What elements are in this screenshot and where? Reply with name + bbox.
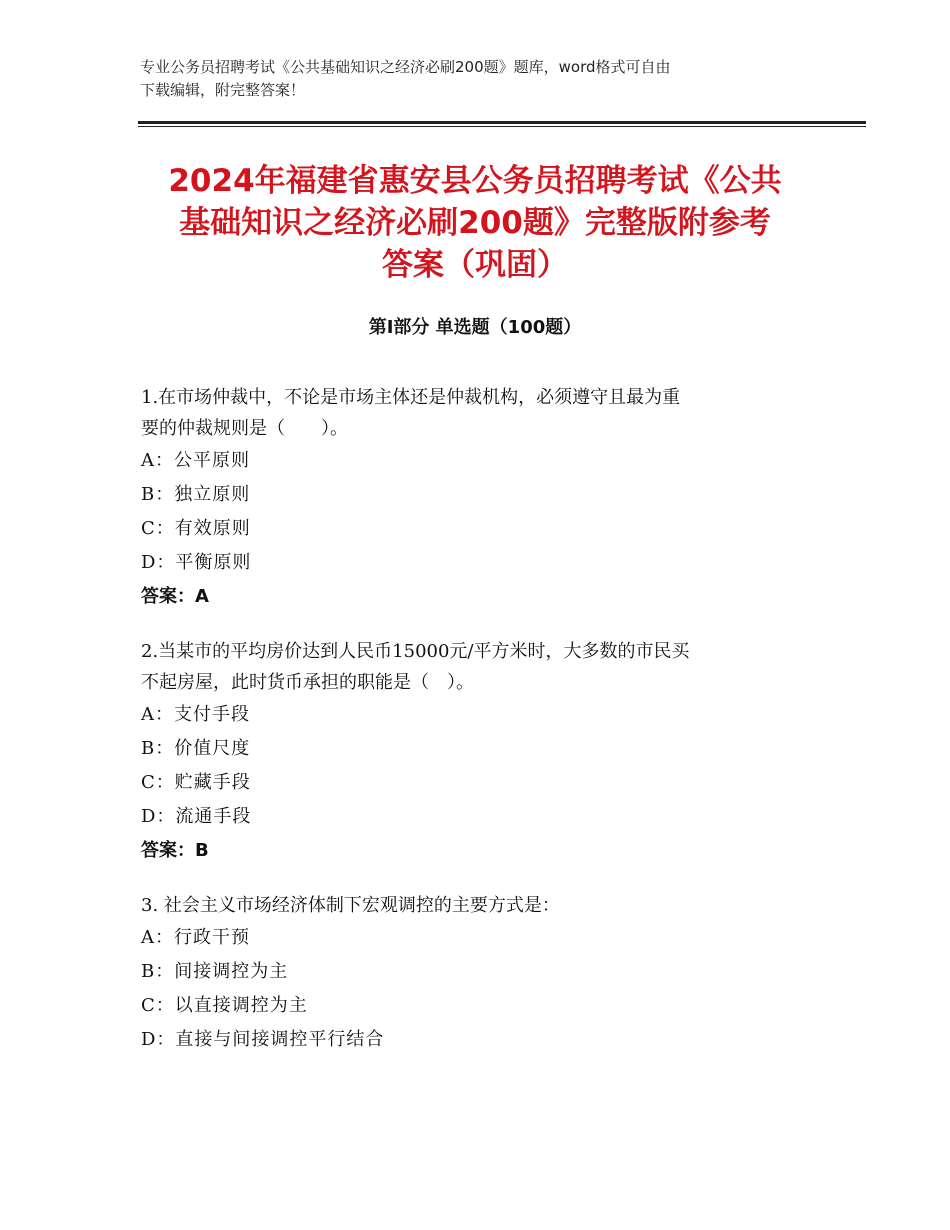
section-heading: 第I部分 单选题（100题） — [368, 317, 582, 338]
option-a: A：公平原则 — [141, 450, 250, 471]
document-header — [140, 56, 810, 102]
question-stem: 3. 社会主义市场经济体制下宏观调控的主要方式是： — [141, 895, 560, 916]
option-a: A：支付手段 — [141, 704, 250, 725]
question-stem: 要的仲裁规则是（ ）。 — [141, 418, 348, 439]
option-b: B：独立原则 — [141, 484, 251, 505]
header-line-1: 专业公务员招聘考试《公共基础知识之经济必刷200题》题库，word格式可自由 — [140, 58, 671, 76]
question-list — [141, 382, 806, 1079]
option-d: D：流通手段 — [141, 806, 252, 827]
question-2 — [141, 636, 806, 868]
option-b: B：间接调控为主 — [141, 961, 289, 982]
question-1 — [141, 382, 806, 614]
option-a: A：行政干预 — [141, 927, 250, 948]
header-line-2: 下载编辑，附完整答案！ — [140, 81, 306, 99]
question-3 — [141, 890, 806, 1057]
option-c: C：有效原则 — [141, 518, 251, 539]
option-d: D：平衡原则 — [141, 552, 252, 573]
document-title — [120, 160, 830, 286]
question-stem: 1.在市场仲裁中，不论是市场主体还是仲裁机构，必须遵守且最为重 — [141, 387, 681, 408]
option-d: D：直接与间接调控平行结合 — [141, 1029, 385, 1050]
header-divider-thin — [138, 126, 866, 127]
option-c: C：以直接调控为主 — [141, 995, 308, 1016]
answer: 答案：A — [141, 586, 209, 607]
header-divider-thick — [138, 121, 866, 124]
option-c: C：贮藏手段 — [141, 772, 251, 793]
title-line-1: 2024年福建省惠安县公务员招聘考试《公共 — [168, 163, 782, 199]
answer: 答案：B — [141, 840, 209, 861]
title-line-2: 基础知识之经济必刷200题》完整版附参考 — [179, 205, 771, 241]
option-b: B：价值尺度 — [141, 738, 251, 759]
title-line-3: 答案（巩固） — [382, 247, 568, 283]
question-stem: 2.当某市的平均房价达到人民币15000元/平方米时，大多数的市民买 — [141, 641, 690, 662]
question-stem: 不起房屋，此时货币承担的职能是（ ）。 — [141, 672, 474, 693]
